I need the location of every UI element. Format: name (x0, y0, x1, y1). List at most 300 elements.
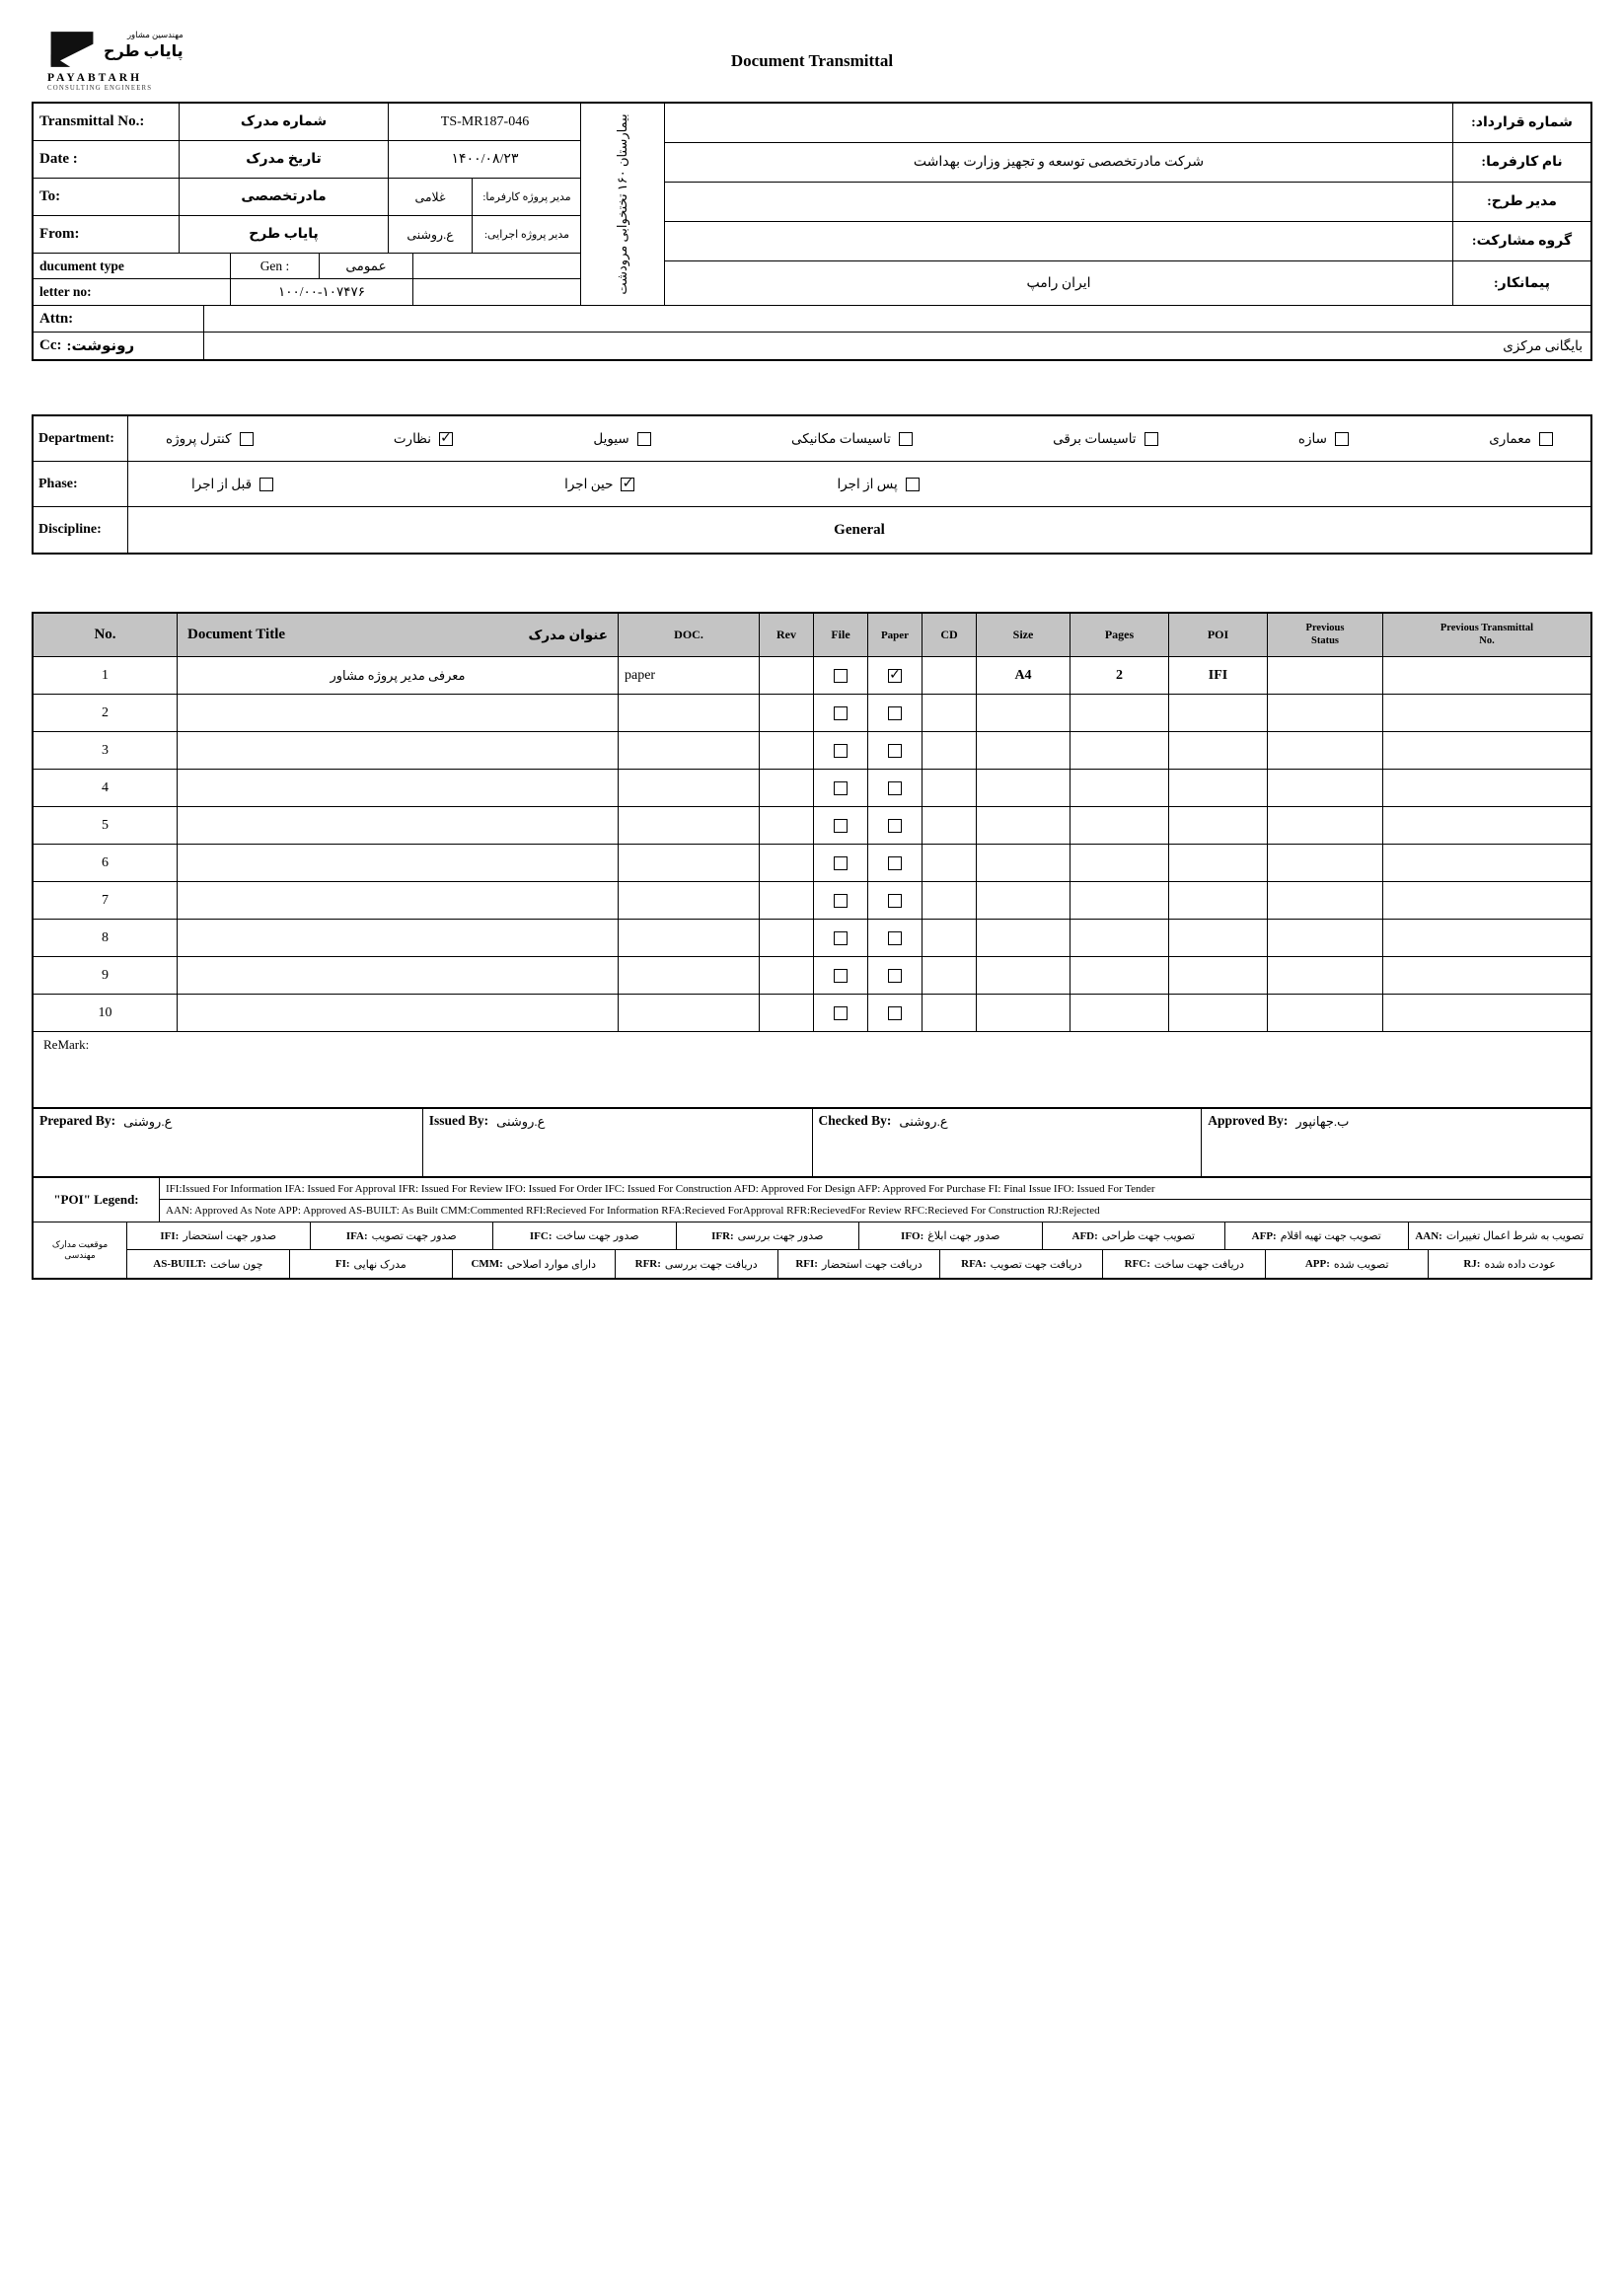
row-prev-transmittal (1383, 882, 1590, 919)
legend-item-ifa (311, 1222, 494, 1249)
row-no: 2 (34, 695, 178, 731)
row-cd (923, 882, 977, 919)
row-prev-status (1268, 770, 1383, 806)
row-prev-status (1268, 657, 1383, 694)
legend-text: صدور جهت بررسی (737, 1230, 824, 1242)
file-checkbox[interactable] (834, 706, 848, 720)
legend-line-2: AAN: Approved As Note APP: Approved AS-BUILT: As Built CMM:Commented RFI:Recieved For Information RFA:Recieved ForApproval RFR:RecievedFor Review RFC:Recieved For Construction RJ:Rejected (166, 1205, 1100, 1217)
from-person: ع.روشنی (389, 216, 473, 253)
legend-code: IFO: (901, 1229, 924, 1242)
legend-code: IFC: (529, 1229, 553, 1242)
legend-text: عودت داده شده (1484, 1258, 1556, 1271)
row-rev (760, 995, 814, 1031)
legend-item-fi (290, 1250, 453, 1278)
file-checkbox[interactable] (834, 819, 848, 833)
department-option-architecture (1489, 431, 1553, 447)
client-row (665, 143, 1590, 183)
legend-code: IFR: (711, 1229, 734, 1242)
row-pages (1070, 957, 1169, 994)
row-no: 10 (34, 995, 178, 1031)
row-pages (1070, 882, 1169, 919)
row-rev (760, 695, 814, 731)
department-option-electrical (1053, 431, 1157, 447)
doc-type-label: ducument type (34, 254, 231, 278)
row-paper-cell (868, 845, 923, 881)
to-org: مادرتخصصی (180, 179, 389, 215)
row-rev (760, 732, 814, 769)
prepared-by-cell (34, 1109, 423, 1176)
row-pages (1070, 920, 1169, 956)
paper-checkbox[interactable] (888, 706, 902, 720)
row-prev-transmittal (1383, 807, 1590, 844)
row-poi (1169, 995, 1268, 1031)
row-poi (1169, 695, 1268, 731)
issued-by-name: ع.روشنی (496, 1114, 546, 1129)
row-poi (1169, 770, 1268, 806)
legend-text: دارای موارد اصلاحی (506, 1258, 597, 1271)
department-checkbox[interactable] (1539, 432, 1553, 446)
row-poi (1169, 807, 1268, 844)
legend-code: IFA: (345, 1229, 368, 1242)
legend-text: صدور جهت استحضار (183, 1230, 277, 1242)
legend-persian (34, 1222, 1590, 1278)
letter-no-label: letter no: (34, 279, 231, 305)
row-paper-cell (868, 807, 923, 844)
cc-value: بایگانی مرکزی (1503, 337, 1583, 353)
doc-type-value: Gen : (231, 254, 320, 278)
project-manager-value (665, 183, 1452, 221)
row-prev-status (1268, 920, 1383, 956)
legend-english (34, 1178, 1590, 1222)
documents-table (32, 612, 1592, 1109)
row-title: معرفی مدیر پروژه مشاور (178, 657, 619, 694)
row-file-cell (814, 995, 868, 1031)
file-checkbox[interactable] (834, 969, 848, 983)
attn-row (34, 305, 1590, 332)
legend-item-ifr (677, 1222, 860, 1249)
department-option-structure (1298, 431, 1349, 447)
legend-item-afd (1043, 1222, 1226, 1249)
row-doc (619, 845, 760, 881)
row-size (977, 695, 1070, 731)
paper-checkbox[interactable] (888, 781, 902, 795)
legend-english-lines (160, 1178, 1590, 1222)
row-prev-status (1268, 957, 1383, 994)
legend-item-cmm (453, 1250, 616, 1278)
row-size: A4 (977, 657, 1070, 694)
row-size (977, 995, 1070, 1031)
from-row (34, 216, 581, 254)
row-prev-status (1268, 882, 1383, 919)
legend-item-ifo (859, 1222, 1043, 1249)
department-option-supervision (394, 431, 453, 447)
row-size (977, 920, 1070, 956)
phase-label: Phase: (34, 462, 128, 506)
row-rev (760, 770, 814, 806)
option-label: معماری (1489, 430, 1531, 446)
paper-checkbox[interactable] (888, 856, 902, 870)
department-option-mechanical (791, 431, 913, 447)
row-cd (923, 995, 977, 1031)
signature-row (32, 1107, 1592, 1178)
legend-line-1: IFI:Issued For Information IFA: Issued For Approval IFR: Issued For Review IFO: Issued For Order IFC: Issued For Construction AFD: Approved For Design AFP: Approved For Purchase FI: Final Issue IFO: Issued For Tender (160, 1178, 1590, 1200)
fa-legend-rows (127, 1222, 1590, 1278)
row-title (178, 995, 619, 1031)
row-file-cell (814, 657, 868, 694)
department-label: Department: (34, 416, 128, 461)
cc-label-fa: رونوشت: (66, 338, 135, 354)
col-rev: Rev (760, 614, 814, 656)
row-cd (923, 920, 977, 956)
option-label: تاسیسات مکانیکی (791, 430, 891, 446)
row-prev-status (1268, 995, 1383, 1031)
row-paper-cell (868, 657, 923, 694)
header-right (665, 104, 1590, 305)
row-poi (1169, 845, 1268, 881)
row-size (977, 770, 1070, 806)
legend-item-asbuilt (127, 1250, 290, 1278)
row-doc (619, 695, 760, 731)
row-rev (760, 845, 814, 881)
legend-text: دریافت جهت بررسی (664, 1258, 758, 1271)
empty-cell (413, 279, 581, 305)
legend-text: تصویب جهت تهیه اقلام (1280, 1230, 1381, 1242)
row-rev (760, 807, 814, 844)
phase-options (128, 462, 1590, 506)
department-row (34, 416, 1590, 462)
department-checkbox[interactable] (1144, 432, 1158, 446)
row-title (178, 770, 619, 806)
classification-table (32, 414, 1592, 555)
row-cd (923, 845, 977, 881)
row-file-cell (814, 845, 868, 881)
contractor-value: ایران رامپ (1026, 275, 1091, 291)
legend-code: RJ: (1463, 1258, 1481, 1270)
row-prev-transmittal (1383, 995, 1590, 1031)
transmittal-no-label-fa: شماره مدرک (180, 104, 389, 140)
legend-text: دریافت جهت استحضار (821, 1258, 923, 1271)
date-row (34, 141, 581, 179)
empty-cell (413, 254, 581, 278)
row-pages (1070, 845, 1169, 881)
documents-header (34, 614, 1590, 657)
row-title (178, 732, 619, 769)
transmittal-no-value: TS-MR187-046 (440, 113, 530, 129)
discipline-value: General (834, 521, 885, 538)
to-role: مدیر پروژه کارفرما: (482, 191, 571, 203)
row-size (977, 732, 1070, 769)
remark-label: ReMark: (43, 1037, 90, 1052)
header-table (32, 102, 1592, 361)
col-no: No. (34, 614, 178, 656)
department-options (128, 416, 1590, 461)
cc-label-cell (34, 333, 204, 359)
row-no: 8 (34, 920, 178, 956)
row-prev-transmittal (1383, 770, 1590, 806)
date-label-fa: تاریخ مدرک (180, 141, 389, 178)
transmittal-form (32, 0, 1592, 1280)
phase-option-after (837, 477, 919, 492)
approved-by-label: Approved By: (1208, 1113, 1289, 1128)
row-pages: 2 (1070, 657, 1169, 694)
row-prev-transmittal (1383, 920, 1590, 956)
legend-text: تصویب جهت طراحی (1101, 1230, 1195, 1242)
legend-item-ifi (127, 1222, 311, 1249)
row-size (977, 807, 1070, 844)
approved-by-name: ب.جهانپور (1295, 1114, 1350, 1129)
row-doc (619, 957, 760, 994)
row-prev-status (1268, 695, 1383, 731)
doc-type-row (34, 254, 581, 279)
row-doc: paper (619, 657, 760, 694)
prepared-by-label: Prepared By: (39, 1113, 116, 1128)
jv-group-value (665, 222, 1452, 260)
to-row (34, 179, 581, 216)
legend-code: CMM: (471, 1258, 503, 1270)
project-manager-row (665, 183, 1590, 222)
to-person: غلامی (389, 179, 473, 215)
doc-row-1 (34, 657, 1590, 695)
row-paper-cell (868, 732, 923, 769)
legend-code: FI: (334, 1258, 350, 1270)
from-label: From: (34, 216, 180, 253)
approved-by-cell (1202, 1109, 1590, 1176)
row-file-cell (814, 732, 868, 769)
client-label: نام کارفرما: (1452, 143, 1590, 182)
legend-item-rfi (778, 1250, 941, 1278)
file-checkbox[interactable] (834, 744, 848, 758)
col-prev-transmittal-text: Previous Transmittal No. (1439, 623, 1534, 646)
doc-row-8 (34, 920, 1590, 957)
doc-row-10 (34, 995, 1590, 1032)
jv-group-label: گروه مشارکت: (1452, 222, 1590, 260)
row-rev (760, 957, 814, 994)
paper-checkbox[interactable] (888, 744, 902, 758)
legend-text: مدرک نهایی (353, 1258, 406, 1271)
row-rev (760, 920, 814, 956)
discipline-row (34, 507, 1590, 553)
letter-no-value: ۱۰۰/۰۰-۱۰۷۴۷۶ (231, 279, 413, 305)
row-no: 5 (34, 807, 178, 844)
row-cd (923, 657, 977, 694)
fa-legend-label: موقعیت مدارک مهندسی (34, 1222, 127, 1278)
row-pages (1070, 732, 1169, 769)
row-poi (1169, 882, 1268, 919)
paper-checkbox[interactable] (888, 969, 902, 983)
row-prev-transmittal (1383, 732, 1590, 769)
contract-no-value (665, 104, 1452, 142)
doc-row-7 (34, 882, 1590, 920)
row-prev-transmittal (1383, 957, 1590, 994)
page-title: Document Transmittal (730, 51, 894, 70)
row-prev-status (1268, 807, 1383, 844)
row-file-cell (814, 920, 868, 956)
department-checkbox[interactable] (1335, 432, 1349, 446)
paper-checkbox[interactable] (888, 1006, 902, 1020)
row-poi: IFI (1169, 657, 1268, 694)
option-label: سیویل (593, 430, 629, 446)
option-label: سازه (1297, 430, 1327, 446)
row-title (178, 957, 619, 994)
phase-option-during (564, 477, 634, 492)
prepared-by-name: ع.روشنی (123, 1114, 173, 1129)
transmittal-no-row (34, 104, 581, 141)
row-no: 6 (34, 845, 178, 881)
phase-option-before (191, 477, 273, 492)
row-prev-transmittal (1383, 845, 1590, 881)
remark-area (34, 1032, 1590, 1107)
col-pages: Pages (1070, 614, 1169, 656)
header-left (34, 104, 665, 305)
department-checkbox[interactable] (637, 432, 651, 446)
legend-code: RFR: (634, 1258, 661, 1270)
row-title (178, 807, 619, 844)
row-prev-transmittal (1383, 657, 1590, 694)
row-title (178, 920, 619, 956)
logo-fa-name: پایاب طرح (104, 43, 184, 60)
phase-checkbox[interactable] (621, 478, 634, 491)
col-prev-transmittal (1383, 614, 1590, 656)
legend-item-rj (1429, 1250, 1590, 1278)
col-size: Size (977, 614, 1070, 656)
date-value: ۱۴۰۰/۰۸/۲۳ (451, 152, 519, 167)
legend-code: RFI: (795, 1258, 818, 1270)
legend-code: APP: (1304, 1258, 1330, 1270)
row-pages (1070, 695, 1169, 731)
legend-text: تصویب به شرط اعمال تغییرات (1445, 1230, 1585, 1242)
col-file: File (814, 614, 868, 656)
col-poi: POI (1169, 614, 1268, 656)
legend-text: صدور جهت ابلاغ (927, 1230, 1000, 1242)
legend-code: AFD: (1071, 1229, 1098, 1242)
row-doc (619, 995, 760, 1031)
row-prev-status (1268, 732, 1383, 769)
logo-fa-tagline: مهندسین مشاور (126, 30, 184, 39)
row-size (977, 882, 1070, 919)
doc-row-4 (34, 770, 1590, 807)
legend-code: AS-BUILT: (153, 1258, 207, 1270)
row-paper-cell (868, 695, 923, 731)
row-paper-cell (868, 920, 923, 956)
row-paper-cell (868, 770, 923, 806)
row-poi (1169, 732, 1268, 769)
row-file-cell (814, 695, 868, 731)
option-label: قبل از اجرا (191, 476, 253, 491)
project-name-cell (580, 104, 664, 305)
transmittal-no-label: Transmittal No.: (34, 104, 180, 140)
phase-checkbox[interactable] (259, 478, 273, 491)
row-paper-cell (868, 957, 923, 994)
col-title-fa: عنوان مدرک (528, 627, 608, 642)
row-rev (760, 657, 814, 694)
doc-type-value-fa: عمومی (320, 254, 413, 278)
file-checkbox[interactable] (834, 781, 848, 795)
file-checkbox[interactable] (834, 1006, 848, 1020)
row-doc (619, 770, 760, 806)
row-no: 9 (34, 957, 178, 994)
legend-item-app (1266, 1250, 1429, 1278)
legend-code: AFP: (1251, 1229, 1277, 1242)
attn-label: Attn: (34, 306, 204, 332)
row-title (178, 695, 619, 731)
contractor-row (665, 261, 1590, 305)
row-poi (1169, 957, 1268, 994)
option-label: حین اجرا (564, 476, 614, 491)
row-no: 3 (34, 732, 178, 769)
to-label: To: (34, 179, 180, 215)
legend-code: RFA: (961, 1258, 987, 1270)
cc-value-cell (204, 333, 1590, 359)
file-checkbox[interactable] (834, 856, 848, 870)
doc-row-2 (34, 695, 1590, 732)
from-role: مدیر پروژه اجرایی: (483, 229, 570, 241)
doc-row-5 (34, 807, 1590, 845)
phase-row (34, 462, 1590, 507)
legend-item-rfc (1103, 1250, 1266, 1278)
legend-text: صدور جهت تصویب (371, 1230, 457, 1242)
file-checkbox[interactable] (834, 894, 848, 908)
legend-text: دریافت جهت تصویب (990, 1258, 1082, 1271)
from-org: پایاب طرح (180, 216, 389, 253)
row-prev-status (1268, 845, 1383, 881)
row-paper-cell (868, 882, 923, 919)
poi-legend-label: "POI" Legend: (34, 1178, 160, 1222)
department-checkbox[interactable] (240, 432, 254, 446)
row-doc (619, 882, 760, 919)
row-cd (923, 770, 977, 806)
row-cd (923, 807, 977, 844)
row-title (178, 845, 619, 881)
col-title (178, 614, 619, 656)
header-top (34, 104, 1590, 305)
legend-item-rfa (940, 1250, 1103, 1278)
jv-group-row (665, 222, 1590, 261)
date-label: Date : (34, 141, 180, 178)
department-checkbox[interactable] (439, 432, 453, 446)
discipline-label: Discipline: (34, 507, 128, 553)
legend-text: دریافت جهت ساخت (1153, 1258, 1244, 1271)
paper-checkbox[interactable] (888, 669, 902, 683)
paper-checkbox[interactable] (888, 819, 902, 833)
doc-row-9 (34, 957, 1590, 995)
row-no: 7 (34, 882, 178, 919)
row-pages (1070, 807, 1169, 844)
doc-row-3 (34, 732, 1590, 770)
department-checkbox[interactable] (899, 432, 913, 446)
col-title-en: Document Title (187, 627, 286, 642)
row-prev-transmittal (1383, 695, 1590, 731)
paper-checkbox[interactable] (888, 894, 902, 908)
department-option-civil (593, 431, 650, 447)
row-doc (619, 732, 760, 769)
legend-text: چون ساخت (210, 1258, 263, 1271)
department-option-project-control (166, 431, 254, 447)
file-checkbox[interactable] (834, 669, 848, 683)
paper-checkbox[interactable] (888, 931, 902, 945)
letter-no-row (34, 279, 581, 305)
row-cd (923, 957, 977, 994)
issued-by-label: Issued By: (428, 1113, 489, 1128)
row-rev (760, 882, 814, 919)
legend-item-afp (1225, 1222, 1409, 1249)
cc-label: Cc: (39, 337, 62, 353)
row-cd (923, 732, 977, 769)
contract-no-row (665, 104, 1590, 143)
option-label: پس از اجرا (837, 476, 898, 491)
phase-checkbox[interactable] (906, 478, 920, 491)
col-prev-status (1268, 614, 1383, 656)
file-checkbox[interactable] (834, 931, 848, 945)
